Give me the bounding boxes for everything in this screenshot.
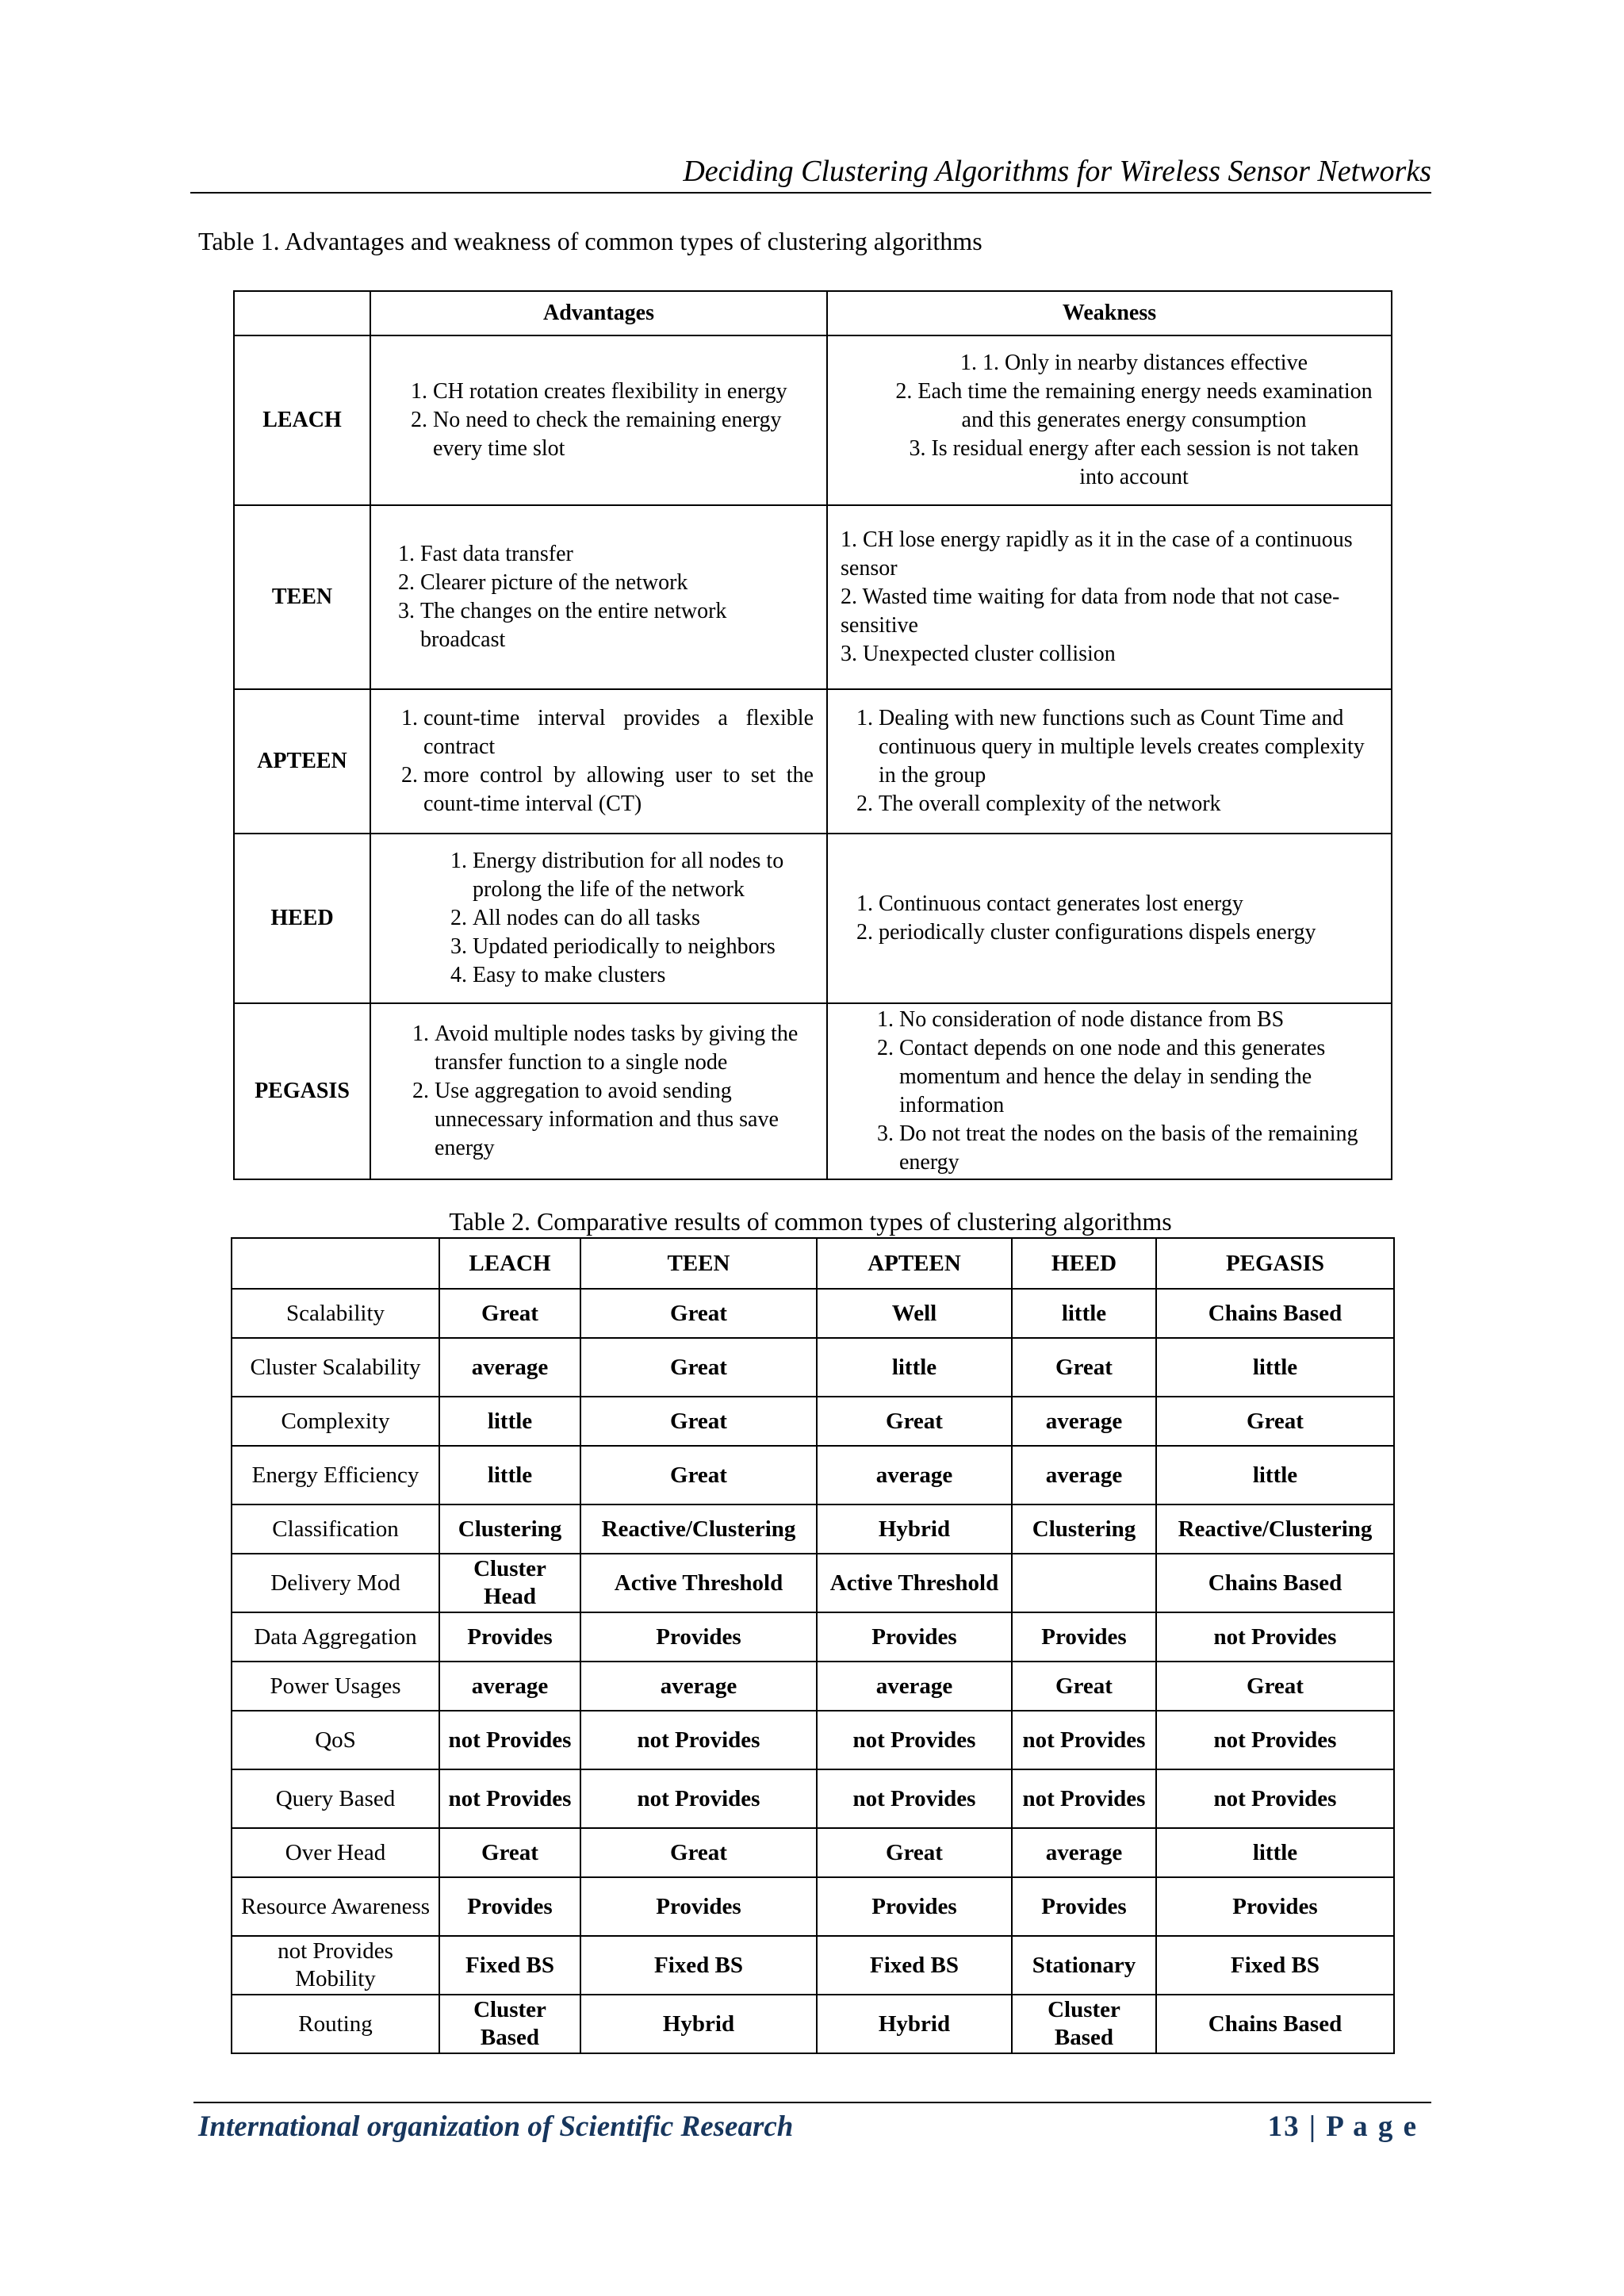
row-label-leach: LEACH xyxy=(234,335,370,505)
table-cell: average xyxy=(439,1662,580,1711)
table-cell: Clustering xyxy=(1012,1504,1156,1554)
table2-header-apteen: APTEEN xyxy=(817,1238,1012,1289)
table-row xyxy=(232,1877,1394,1936)
table-row xyxy=(232,1554,1394,1612)
teen-advantages xyxy=(370,505,827,689)
table-cell: Stationary xyxy=(1012,1936,1156,1995)
table-row xyxy=(232,1289,1394,1338)
row-label: Routing xyxy=(232,1995,439,2053)
row-label: Scalability xyxy=(232,1289,439,1338)
row-label: Cluster Scalability xyxy=(232,1338,439,1397)
table-cell: Great xyxy=(1012,1662,1156,1711)
header-rule xyxy=(190,192,1431,194)
list-item: 4. Easy to make clusters xyxy=(473,961,814,990)
table-cell: Cluster Head xyxy=(439,1554,580,1612)
pegasis-advantages xyxy=(370,1003,827,1179)
leach-weakness xyxy=(827,335,1392,505)
list-item: 2. The overall complexity of the network xyxy=(879,790,1378,818)
heed-advantages xyxy=(370,834,827,1003)
table2-header-row xyxy=(232,1238,1394,1289)
table-cell: Fixed BS xyxy=(817,1936,1012,1995)
table-row xyxy=(232,1711,1394,1769)
table-cell: Hybrid xyxy=(580,1995,817,2053)
row-label: Classification xyxy=(232,1504,439,1554)
table-cell: Cluster Based xyxy=(439,1995,580,2053)
table-cell: Great xyxy=(439,1289,580,1338)
table-cell: little xyxy=(1012,1289,1156,1338)
table-cell: Reactive/Clustering xyxy=(580,1504,817,1554)
table-cell: Great xyxy=(580,1289,817,1338)
list-item: 2. more control by allowing user to set the count-time interval (CT) xyxy=(423,761,814,818)
table-row xyxy=(232,1338,1394,1397)
table-cell: not Provides xyxy=(580,1769,817,1828)
table-cell xyxy=(1012,1554,1156,1612)
list-item: 1. Continuous contact generates lost energy xyxy=(879,890,1378,918)
table-cell: average xyxy=(580,1662,817,1711)
table1-row-teen xyxy=(234,505,1392,689)
list-item: 2. All nodes can do all tasks xyxy=(473,904,814,933)
row-label: Query Based xyxy=(232,1769,439,1828)
table-cell: little xyxy=(1156,1828,1394,1877)
list-item: 3. Updated periodically to neighbors xyxy=(473,933,814,961)
list-item: 3. The changes on the entire network broadcast xyxy=(420,597,814,654)
table-cell: not Provides xyxy=(1156,1769,1394,1828)
table-row xyxy=(232,1769,1394,1828)
list-item: 1. No consideration of node distance from BS xyxy=(899,1006,1378,1034)
table-cell: Fixed BS xyxy=(580,1936,817,1995)
table-cell: Clustering xyxy=(439,1504,580,1554)
table-cell: Provides xyxy=(1012,1612,1156,1662)
table-cell: average xyxy=(817,1662,1012,1711)
table-row xyxy=(232,1828,1394,1877)
table1-header-row xyxy=(234,291,1392,335)
running-header: Deciding Clustering Algorithms for Wireless Sensor Networks xyxy=(683,155,1431,188)
table-cell: average xyxy=(817,1446,1012,1504)
row-label: Delivery Mod xyxy=(232,1554,439,1612)
row-label-apteen: APTEEN xyxy=(234,689,370,834)
table-cell: not Provides xyxy=(1156,1711,1394,1769)
table1-row-leach xyxy=(234,335,1392,505)
table-cell: Active Threshold xyxy=(580,1554,817,1612)
advantages-weakness-table xyxy=(233,290,1392,1180)
table-cell: Chains Based xyxy=(1156,1289,1394,1338)
table1-header-advantages: Advantages xyxy=(370,291,827,335)
table-cell: average xyxy=(439,1338,580,1397)
list-item: 2. Contact depends on one node and this generates momentum and hence the delay in sending the information xyxy=(899,1034,1378,1120)
list-item: 1. 1. Only in nearby distances effective xyxy=(890,349,1378,378)
table-cell: Provides xyxy=(817,1612,1012,1662)
table-cell: Provides xyxy=(817,1877,1012,1936)
table-cell: Fixed BS xyxy=(1156,1936,1394,1995)
table-cell: little xyxy=(439,1397,580,1446)
list-item: 2. Clearer picture of the network xyxy=(420,569,814,597)
row-label: Data Aggregation xyxy=(232,1612,439,1662)
teen-weakness xyxy=(827,505,1392,689)
table1-caption: Table 1. Advantages and weakness of common types of clustering algorithms xyxy=(198,227,982,255)
table-row xyxy=(232,1504,1394,1554)
table-cell: Great xyxy=(580,1446,817,1504)
page-number: 13 | P a g e xyxy=(1267,2110,1418,2143)
table-cell: Great xyxy=(580,1397,817,1446)
table-cell: not Provides xyxy=(439,1769,580,1828)
table-cell: Great xyxy=(1156,1397,1394,1446)
table-row xyxy=(232,1446,1394,1504)
table-cell: little xyxy=(817,1338,1012,1397)
list-item: 2. No need to check the remaining energy every time slot xyxy=(433,406,814,463)
list-item: 3. Unexpected cluster collision xyxy=(841,642,1116,666)
pegasis-weakness xyxy=(827,1003,1392,1179)
list-item: 2. Use aggregation to avoid sending unnecessary information and thus save energy xyxy=(435,1077,814,1163)
table-cell: Provides xyxy=(1156,1877,1394,1936)
table-cell: little xyxy=(1156,1338,1394,1397)
list-item: 1. CH lose energy rapidly as it in the case of a continuous sensor xyxy=(841,527,1353,581)
table-cell: Active Threshold xyxy=(817,1554,1012,1612)
row-label-teen: TEEN xyxy=(234,505,370,689)
list-item: 2. Wasted time waiting for data from node that not case-sensitive xyxy=(841,585,1340,638)
list-item: 1. Energy distribution for all nodes to prolong the life of the network xyxy=(473,847,814,904)
table-cell: Reactive/Clustering xyxy=(1156,1504,1394,1554)
footer-rule xyxy=(193,2102,1431,2103)
journal-name: International organization of Scientific Research xyxy=(198,2110,794,2143)
table1-header-weakness: Weakness xyxy=(827,291,1392,335)
table-cell: Provides xyxy=(1012,1877,1156,1936)
comparative-results-table xyxy=(231,1237,1395,2054)
table2-header-teen: TEEN xyxy=(580,1238,817,1289)
row-label: Energy Efficiency xyxy=(232,1446,439,1504)
leach-advantages xyxy=(370,335,827,505)
table-cell: Provides xyxy=(439,1877,580,1936)
table-row xyxy=(232,1662,1394,1711)
table2-body xyxy=(232,1289,1394,2053)
table-cell: Great xyxy=(580,1338,817,1397)
list-item: 1. count-time interval provides a flexible contract xyxy=(423,704,814,761)
table-cell: not Provides xyxy=(817,1769,1012,1828)
table-cell: Great xyxy=(1156,1662,1394,1711)
table-cell: average xyxy=(1012,1446,1156,1504)
table-cell: Chains Based xyxy=(1156,1554,1394,1612)
list-item: 1. Avoid multiple nodes tasks by giving the transfer function to a single node xyxy=(435,1020,814,1077)
table-cell: Provides xyxy=(439,1612,580,1662)
table-row xyxy=(232,1936,1394,1995)
row-label-heed: HEED xyxy=(234,834,370,1003)
list-item: 2. periodically cluster configurations dispels energy xyxy=(879,918,1378,947)
table-row xyxy=(232,1612,1394,1662)
heed-weakness xyxy=(827,834,1392,1003)
table-cell: Provides xyxy=(580,1612,817,1662)
table-cell: Chains Based xyxy=(1156,1995,1394,2053)
table-cell: not Provides xyxy=(1156,1612,1394,1662)
table-cell: Great xyxy=(817,1397,1012,1446)
apteen-weakness xyxy=(827,689,1392,834)
table-cell: Great xyxy=(439,1828,580,1877)
row-label: Complexity xyxy=(232,1397,439,1446)
list-item: 3. Do not treat the nodes on the basis of the remaining energy xyxy=(899,1120,1378,1177)
table-cell: Hybrid xyxy=(817,1995,1012,2053)
table1-header-empty xyxy=(234,291,370,335)
row-label-pegasis: PEGASIS xyxy=(234,1003,370,1179)
table2-header-empty xyxy=(232,1238,439,1289)
table-cell: little xyxy=(439,1446,580,1504)
table-cell: not Provides xyxy=(1012,1711,1156,1769)
row-label: QoS xyxy=(232,1711,439,1769)
table-cell: Cluster Based xyxy=(1012,1995,1156,2053)
table-cell: little xyxy=(1156,1446,1394,1504)
table-cell: Hybrid xyxy=(817,1504,1012,1554)
table-cell: average xyxy=(1012,1397,1156,1446)
list-item: 1. CH rotation creates flexibility in energy xyxy=(433,378,814,406)
table-cell: not Provides xyxy=(817,1711,1012,1769)
table2-header-heed: HEED xyxy=(1012,1238,1156,1289)
table-cell: Great xyxy=(580,1828,817,1877)
row-label: Over Head xyxy=(232,1828,439,1877)
table2-header-pegasis: PEGASIS xyxy=(1156,1238,1394,1289)
table2-header-leach: LEACH xyxy=(439,1238,580,1289)
table-cell: not Provides xyxy=(439,1711,580,1769)
table-cell: Great xyxy=(1012,1338,1156,1397)
row-label: not Provides Mobility xyxy=(232,1936,439,1995)
table1-row-pegasis xyxy=(234,1003,1392,1179)
table-row xyxy=(232,1995,1394,2053)
apteen-advantages xyxy=(370,689,827,834)
table1-row-apteen xyxy=(234,689,1392,834)
table-cell: Well xyxy=(817,1289,1012,1338)
list-item: 2. Each time the remaining energy needs examination and this generates energy consumption xyxy=(890,378,1378,435)
table1-row-heed xyxy=(234,834,1392,1003)
list-item: 3. Is residual energy after each session is not taken into account xyxy=(890,435,1378,492)
table-cell: Fixed BS xyxy=(439,1936,580,1995)
list-item: 1. Fast data transfer xyxy=(420,540,814,569)
table2-caption: Table 2. Comparative results of common types of clustering algorithms xyxy=(449,1207,1172,1236)
table-cell: not Provides xyxy=(1012,1769,1156,1828)
row-label: Resource Awareness xyxy=(232,1877,439,1936)
list-item: 1. Dealing with new functions such as Count Time and continuous query in multiple levels creates complexity in the group xyxy=(879,704,1378,790)
table-row xyxy=(232,1397,1394,1446)
table-cell: Great xyxy=(817,1828,1012,1877)
table-cell: Provides xyxy=(580,1877,817,1936)
row-label: Power Usages xyxy=(232,1662,439,1711)
table-cell: not Provides xyxy=(580,1711,817,1769)
table-cell: average xyxy=(1012,1828,1156,1877)
